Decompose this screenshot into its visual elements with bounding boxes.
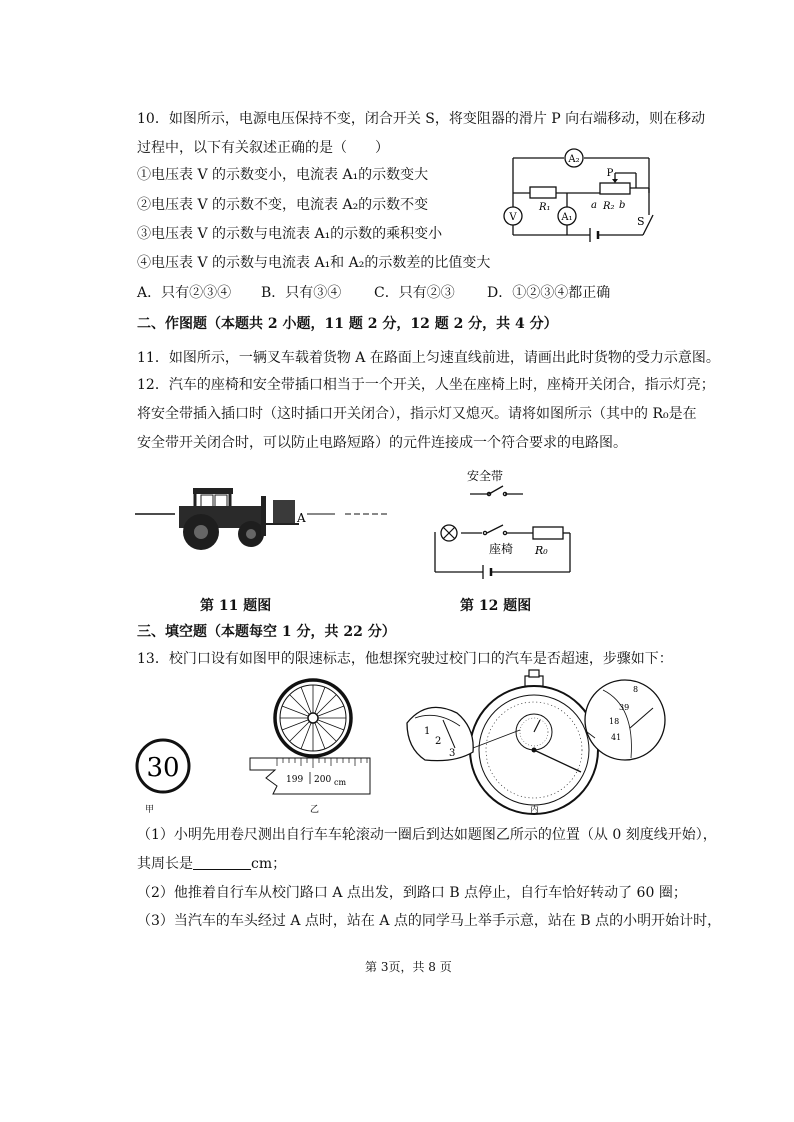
dial-label-8: 8 bbox=[633, 685, 639, 694]
q10-label-r2: R₂ bbox=[603, 201, 615, 212]
ruler-tick-199: 199 bbox=[286, 775, 304, 785]
dial-label-41: 41 bbox=[611, 733, 622, 742]
dial-label-3: 3 bbox=[449, 748, 456, 759]
q10-stem-line1: 10．如图所示，电源电压保持不变，闭合开关 S，将变阻器的滑片 P 向右端移动，则在移动 bbox=[137, 111, 706, 127]
ruler-tick-200: 200 bbox=[314, 775, 332, 785]
q10-choice-a: A．只有②③④ bbox=[137, 285, 232, 301]
q10-circuit-diagram bbox=[495, 143, 665, 248]
q12-label-seat: 座椅 bbox=[489, 542, 514, 556]
q10-label-p: P bbox=[606, 168, 614, 179]
bicycle-wheel bbox=[275, 680, 351, 756]
section2-heading: 二、作图题（本题共 2 小题，11 题 2 分，12 题 2 分，共 4 分） bbox=[137, 316, 558, 332]
q10-label-s: S bbox=[637, 215, 645, 228]
q11-text: 11．如图所示，一辆叉车载着货物 A 在路面上匀速直线前进，请画出此时货物的受力示意图。 bbox=[137, 350, 720, 366]
q13-step3: （3）当汽车的车头经过 A 点时，站在 A 点的同学马上举手示意，站在 B 点的小明开始计时， bbox=[137, 913, 722, 929]
q13-step1-line2 bbox=[137, 855, 286, 873]
q10-choice-b: B．只有③④ bbox=[261, 285, 342, 301]
q11-label-a: A bbox=[297, 511, 306, 525]
q11-forklift-figure bbox=[135, 478, 335, 558]
q10-stem-line2: 过程中，以下有关叙述正确的是（ ） bbox=[137, 140, 389, 156]
dial-label-2: 2 bbox=[435, 736, 442, 747]
q10-option-2: ②电压表 V 的示数不变，电流表 A₂的示数不变 bbox=[137, 197, 429, 213]
tape-ruler bbox=[250, 758, 370, 794]
q10-choice-d: D．①②③④都正确 bbox=[487, 285, 611, 301]
q13-stem: 13．校门口设有如图甲的限速标志，他想探究驶过校门口的汽车是否超速，步骤如下： bbox=[137, 651, 673, 667]
dial-label-18: 18 bbox=[609, 717, 620, 726]
q10-label-b: b bbox=[619, 200, 626, 211]
q10-option-4: ④电压表 V 的示数与电流表 A₁和 A₂的示数差的比值变大 bbox=[137, 255, 491, 271]
q12-label-r0: R₀ bbox=[535, 544, 548, 557]
q10-label-a: a bbox=[591, 200, 597, 211]
q13-step2: （2）他推着自行车从校门路口 A 点出发，到路口 B 点停止，自行车恰好转动了 60 圈； bbox=[137, 885, 687, 901]
q10-choice-c: C．只有②③ bbox=[374, 285, 455, 301]
q13-step1-suffix: cm； bbox=[251, 856, 287, 872]
forklift-vehicle bbox=[179, 488, 299, 550]
q13-label-bing: 丙 bbox=[530, 805, 540, 815]
q12-line2: 将安全带插入插口时（这时插口开关闭合），指示灯又熄灭。请将如图所示（其中的 R₀是在 bbox=[137, 406, 697, 422]
page-footer: 第 3页，共 8 页 bbox=[365, 960, 452, 974]
q10-option-1: ①电压表 V 的示数变小，电流表 A₁的示数变大 bbox=[137, 167, 429, 183]
ruler-unit: cm bbox=[334, 778, 347, 787]
q10-label-v: V bbox=[509, 212, 517, 223]
q12-label-belt: 安全带 bbox=[467, 469, 504, 483]
q13-step1-line1: （1）小明先用卷尺测出自行车车轮滚动一圈后到达如题图乙所示的位置（从 0 刻度线开始）， bbox=[137, 827, 717, 843]
q13-step1-prefix: 其周长是 bbox=[137, 856, 193, 872]
dial-label-39: 39 bbox=[619, 703, 630, 712]
q10-label-r1: R₁ bbox=[539, 202, 551, 213]
q10-option-3: ③电压表 V 的示数与电流表 A₁的示数的乘积变小 bbox=[137, 226, 443, 242]
q11-caption: 第 11 题图 bbox=[200, 598, 272, 614]
q10-label-a1: A₁ bbox=[561, 212, 573, 223]
q13-answer-blank[interactable] bbox=[193, 855, 251, 870]
q12-circuit-diagram bbox=[345, 462, 580, 587]
q13-label-jia: 甲 bbox=[145, 805, 155, 815]
cargo-a bbox=[273, 500, 295, 524]
q10-label-a2: A₂ bbox=[568, 154, 580, 165]
q12-caption: 第 12 题图 bbox=[460, 598, 532, 614]
speed-limit-value: 30 bbox=[146, 753, 180, 783]
q13-figures bbox=[125, 668, 670, 818]
section3-heading: 三、填空题（本题每空 1 分，共 22 分） bbox=[137, 624, 396, 640]
q12-line1: 12．汽车的座椅和安全带插口相当于一个开关，人坐在座椅上时，座椅开关闭合，指示灯亮； bbox=[137, 377, 715, 393]
dial-label-1: 1 bbox=[424, 726, 431, 737]
stopwatch-second-magnifier bbox=[585, 680, 665, 760]
q13-label-yi: 乙 bbox=[310, 805, 320, 815]
q12-line3: 安全带开关闭合时，可以防止电路短路）的元件连接成一个符合要求的电路图。 bbox=[137, 435, 627, 451]
